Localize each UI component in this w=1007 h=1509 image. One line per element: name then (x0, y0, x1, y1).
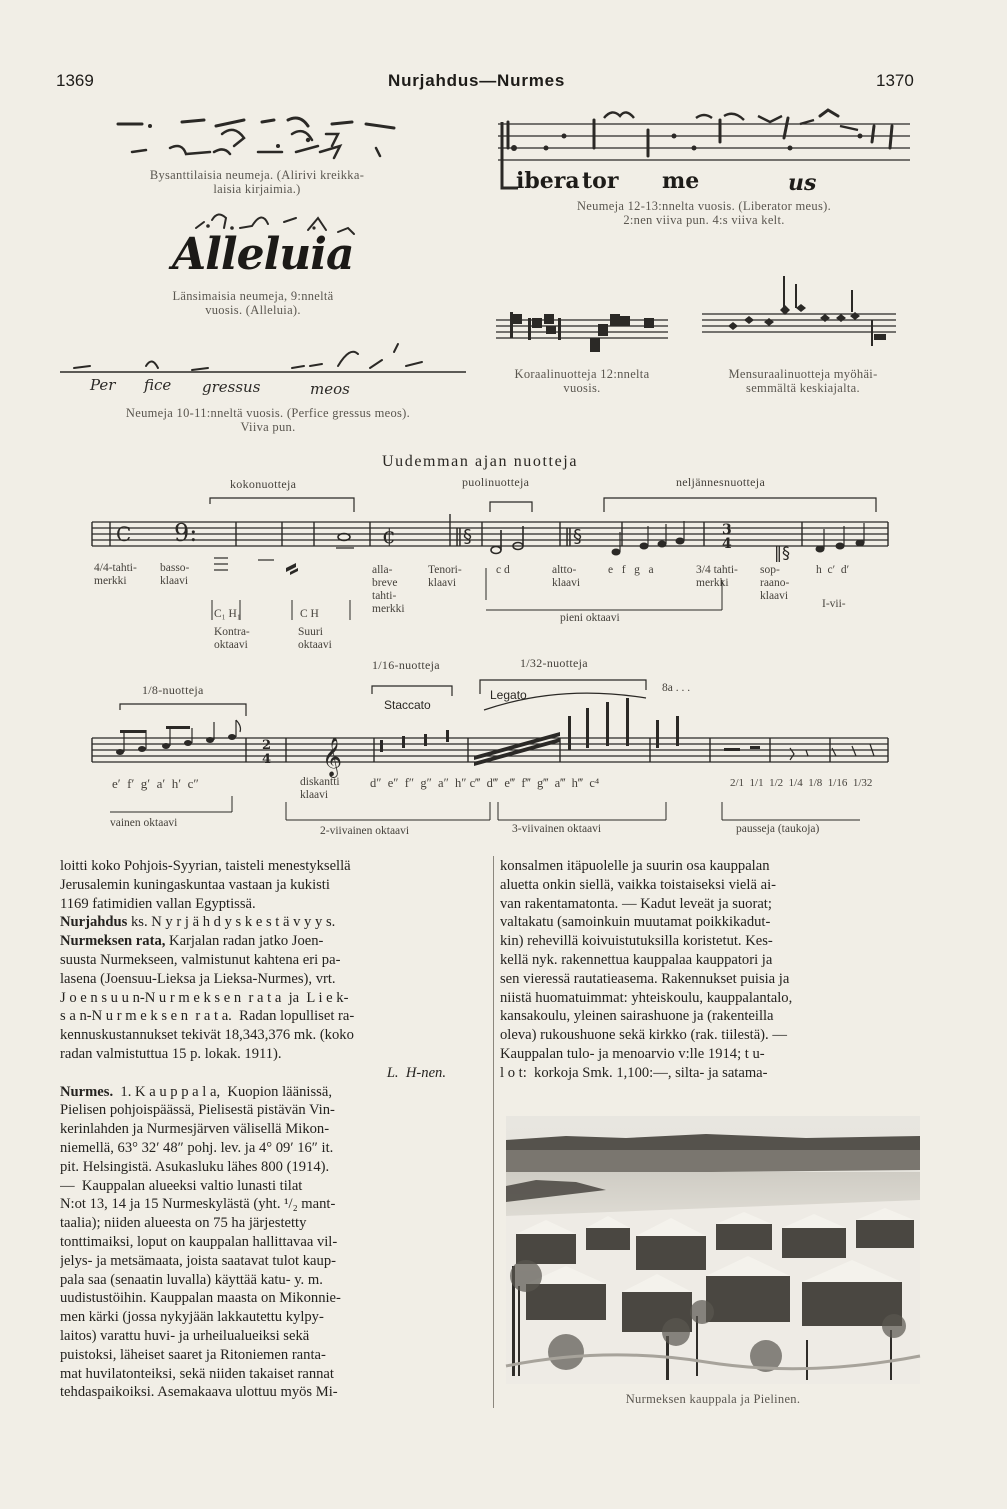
text-segment: niemellä, 63° 32′ 48″ pohj. lev. ja 4° 09′ 16″ it. (60, 1139, 334, 1156)
text-segment: taalia); niiden alueesta on 75 ha järjestetty (60, 1215, 307, 1232)
text-segment: men kärki (jossa nykyjään lakkautettu kylpy- (60, 1309, 324, 1326)
perfice-neumes-figure (60, 340, 470, 400)
text-line: l o t: korkoja Smk. 1,100:—, silta- ja satama- (500, 1064, 768, 1081)
text-segment: lasena (Joensuu-Lieksa ja Lieksa-Nurmes), vrt. (60, 970, 336, 987)
group-label-eighth: 1/8-nuotteja (142, 683, 204, 697)
label-vii: I-vii- (822, 598, 846, 610)
text-segment: puistoksi, läheiset saaret ja Ritoniemen ranta- (60, 1346, 326, 1363)
caption-line: vuosis. (Alleluia). (205, 303, 301, 317)
text-line (60, 1271, 486, 1290)
staccato-label: Staccato (384, 698, 431, 712)
text-line (60, 1007, 486, 1026)
page-number-left: 1369 (56, 71, 94, 90)
text-segment: 1. K a u p p a l a, Kuopion läänissä, (113, 1083, 332, 1100)
label-line: Kontra- (214, 626, 250, 638)
svg-text:4: 4 (722, 536, 732, 552)
svg-text:fice: fice (144, 376, 172, 394)
byzantine-neumes-caption (82, 168, 432, 196)
text-line (60, 1177, 486, 1196)
text-line (60, 1120, 486, 1139)
text-line (60, 1383, 486, 1402)
text-line (60, 1308, 486, 1327)
label-hcd: h c′ d′ (816, 564, 850, 576)
text-segment: J o e n s u u n-N u r m e k s e n r a t a ja L i e k- (60, 989, 349, 1006)
label-line: merkki (94, 575, 127, 587)
text-line: sen vieressä rautatieasema. Rakennukset puisia ja (500, 970, 790, 987)
text-segment: tonttimaiksi, loput on kauppalan hallittavaa vil- (60, 1233, 338, 1250)
label-line: 3/4 tahti- (696, 564, 738, 576)
modern-notes-title: Uudemman ajan nuotteja (382, 453, 579, 470)
label-vainen-oktaavi: vainen oktaavi (110, 817, 178, 829)
label-line: klaavi (760, 590, 789, 602)
text-segment: tehdaspaikoiksi. Asemakaava ulottuu myös Mi- (60, 1384, 338, 1401)
text-segment: mat huvilatonteiksi, sekä niiden takaiset rannat (60, 1365, 334, 1382)
text-line: Kauppalan tulo- ja menoarvio v:lle 1914; t u- (500, 1045, 765, 1062)
text-line (60, 1346, 486, 1365)
label-line: klaavi (428, 577, 457, 589)
label-line: klaavi (300, 789, 329, 801)
town-photo (506, 1116, 920, 1384)
text-line: kansakoulu, yleinen sairashuone ja (rakenteilla (500, 1008, 774, 1025)
svg-text:C: C (116, 522, 132, 546)
page-number-right: 1370 (876, 71, 914, 90)
svg-text:‖§: ‖§ (774, 543, 790, 562)
label-line: oktaavi (214, 639, 248, 651)
text-line (60, 989, 486, 1008)
text-line (60, 1365, 486, 1384)
liberator-neumes-caption (494, 199, 914, 227)
text-line: kellä nyk. rakennettua kauppalaa kauppatori ja (500, 951, 773, 968)
text-segment: Karjalan radan jatko Joen- (165, 933, 324, 950)
svg-text:𝄞: 𝄞 (322, 737, 343, 777)
svg-text:3: 3 (722, 522, 732, 538)
group-label-whole: kokonuotteja (230, 477, 297, 491)
text-segment: Jerusalemin kuningaskuntaa vastaan ja kukisti (60, 876, 330, 893)
text-line (60, 876, 486, 895)
text-line: aluetta onkin siellä, vaikka toistaiseksi vielä ai- (500, 876, 776, 893)
caption-line: Koraalinuotteja 12:nnelta (514, 367, 650, 381)
group-label-sixteenth: 1/16-nuotteja (372, 658, 440, 672)
label-line: Tenori- (428, 564, 462, 576)
text-line (60, 1158, 486, 1177)
alleluia-word: Alleluia (172, 229, 354, 280)
text-segment: pala saa (senaatin luvalla) käyttää katu- y. m. (60, 1271, 323, 1288)
caption-line: Viiva pun. (240, 420, 296, 434)
liberator-neumes-figure (494, 108, 914, 198)
label-line: raano- (760, 577, 790, 589)
running-title: Nurjahdus—Nurmes (388, 71, 566, 90)
text-line (60, 932, 486, 951)
caption-line: Mensuraalinuotteja myöhäi- (728, 367, 878, 381)
text-line: kin) rehevillä koivuistutuksilla koristetut. Kes- (500, 933, 773, 950)
text-line (60, 1233, 486, 1252)
svg-text:4: 4 (262, 752, 272, 767)
text-line (60, 895, 486, 914)
caption-line: laisia kirjaimia.) (213, 182, 301, 196)
text-segment: Nurmeksen rata, (60, 933, 166, 950)
svg-text:9:: 9: (174, 519, 198, 547)
notes-one-line-octave: e′ f′ g′ a′ h′ c″ (112, 776, 199, 791)
caption-line: Bysanttilaisia neumeja. (Alirivi kreikka- (149, 168, 365, 182)
label-line: sop- (760, 564, 780, 576)
text-segment: Nurmes. (60, 1083, 114, 1100)
text-line (60, 1026, 486, 1045)
label-line: merkki (372, 603, 405, 615)
mensuraali-figure (700, 270, 900, 360)
label-line: oktaavi (298, 639, 332, 651)
svg-text:me: me (662, 168, 700, 194)
caption-line: 2:nen viiva pun. 4:s viiva kelt. (623, 213, 785, 227)
label-line: basso- (160, 562, 190, 574)
koraali-figure (494, 292, 670, 360)
caption-line: semmältä keskiajalta. (746, 381, 860, 395)
svg-text:‖§: ‖§ (564, 526, 582, 547)
text-line: niistä huomatuimmat: yhteiskoulu, kauppalantalo, (500, 989, 793, 1006)
label-basso (160, 562, 189, 588)
text-line (60, 1195, 486, 1214)
caption-line: Neumeja 12-13:nnelta vuosis. (Liberator meus). (576, 199, 831, 213)
text-line (60, 1289, 486, 1308)
text-column-right (500, 857, 924, 1083)
label-line: altto- (552, 564, 577, 576)
label-line: merkki (696, 577, 729, 589)
label-line: alla- (372, 564, 393, 576)
text-line (60, 951, 486, 970)
ottava-label: 8a . . . (662, 682, 691, 694)
text-segment: s a n-N u r m e k s e n r a t a. Radan lopulliset ra- (60, 1008, 355, 1025)
text-column-left (60, 857, 486, 1402)
column-divider (493, 856, 494, 1408)
text-line: valtakatu (samoinkuin muutamat poikkikadut- (500, 914, 771, 931)
text-segment: L. H-nen. (386, 1064, 446, 1081)
byzantine-neumes-figure (112, 112, 402, 172)
text-segment: 1169 fatimidien vallan Egyptissä. (60, 895, 256, 912)
text-segment: pit. Helsingistä. Asukasluku lähes 800 (1914). (60, 1158, 330, 1175)
text-segment: kerinlahden ja Nurmesjärven välisellä Mikon- (60, 1121, 330, 1138)
text-line (60, 1327, 486, 1346)
notes-two-three-line: d″ e″ f″ g″ a″ h″ c‴ d‴ e‴ f‴ g‴ a‴ h‴ c⁴ (370, 776, 600, 790)
text-line (60, 1083, 486, 1102)
label-line: breve (372, 577, 398, 589)
text-line (60, 1045, 486, 1064)
text-segment: N:ot 13, 14 ja 15 Nurmeskylästä (yht. ¹/₂ mant- (60, 1196, 336, 1213)
text-segment: Nurjahdus (60, 914, 128, 931)
svg-text:us: us (788, 170, 817, 196)
label-44-tahti (94, 562, 137, 588)
svg-text:meos: meos (310, 380, 350, 398)
svg-text:ibera: ibera (516, 168, 580, 194)
row1-brackets (200, 560, 880, 630)
label-line: klaavi (160, 575, 189, 587)
label-ch: C H (300, 608, 319, 620)
svg-text:gressus: gressus (202, 378, 261, 396)
label-3-viivainen: 3-viivainen oktaavi (512, 823, 602, 835)
rest-values: 2/1 1/1 1/2 1/4 1/8 1/16 1/32 (730, 777, 873, 789)
text-segment: kennuskustannukset tekivät 18,343,376 mk. (koko (60, 1027, 354, 1044)
text-segment: suusta Nurmekseen, valmistunut kahtena eri pa- (60, 951, 341, 968)
caption-line: vuosis. (563, 381, 601, 395)
label-efga: e f g a (608, 564, 654, 576)
svg-text:¢: ¢ (382, 524, 396, 549)
text-line: konsalmen itäpuolelle ja suurin osa kauppalan (500, 858, 770, 874)
text-line (60, 857, 486, 876)
text-segment: radan valmistuttua 15 p. lokak. 1911). (60, 1045, 282, 1062)
koraali-caption (484, 367, 680, 395)
svg-text:‖§: ‖§ (454, 526, 472, 547)
svg-text:2: 2 (262, 738, 272, 753)
text-segment: jelys- ja metsämaata, joista saatavat tulot kaup- (60, 1252, 336, 1269)
label-line: klaavi (552, 577, 581, 589)
label-line: 4/4-tahti- (94, 562, 137, 574)
mensuraali-caption (696, 367, 910, 395)
text-segment: loitti koko Pohjois-Syyrian, taisteli menestyksellä (60, 858, 351, 874)
text-line (60, 913, 486, 932)
label-cd: c d (496, 564, 510, 576)
group-label-quarter: neljännesnuotteja (676, 475, 766, 489)
text-segment: Pielisen pohjoispäässä, Pielisestä pistävän Vin- (60, 1102, 335, 1119)
western-neumes-caption (118, 289, 388, 317)
label-c1h1: C₁ H₁ (214, 608, 241, 620)
label-line: tahti- (372, 590, 397, 602)
legato-label: Legato (490, 688, 527, 702)
text-line: oleva) rukoushuone sekä kirkko (rak. tiilestä). — (500, 1027, 787, 1044)
svg-text:Per: Per (90, 376, 116, 394)
label-pausseja: pausseja (taukoja) (736, 823, 820, 835)
text-line: van rakentamatonta. — Kadut leveät ja suorat; (500, 895, 772, 912)
label-line: diskantti (300, 776, 340, 788)
text-line (60, 1252, 486, 1271)
label-pieni-oktaavi: pieni oktaavi (560, 612, 620, 624)
text-segment: ks. N y r j ä h d y s k e s t ä v y y s. (127, 914, 336, 931)
group-label-thirtysecond: 1/32-nuotteja (520, 656, 588, 670)
perfice-neumes-caption (78, 406, 458, 434)
text-line (60, 1139, 486, 1158)
caption-line: Länsimaisia neumeja, 9:nneltä (172, 289, 334, 303)
text-segment: — Kauppalan alueeksi valtio lunasti tilat (60, 1177, 303, 1194)
text-segment: uudistustöihin. Kauppalan maasta on Mikonnie- (60, 1290, 341, 1307)
text-line (60, 1064, 486, 1083)
text-line (60, 970, 486, 989)
text-line (60, 1214, 486, 1233)
group-label-half: puolinuotteja (462, 475, 530, 489)
caption-line: Neumeja 10-11:nneltä vuosis. (Perfice gressus meos). (125, 406, 411, 420)
svg-text:tor: tor (582, 168, 619, 194)
text-line (60, 1101, 486, 1120)
text-segment: laitos) varattu huvi- ja urheilualueiksi sekä (60, 1327, 310, 1344)
photo-caption: Nurmeksen kauppala ja Pielinen. (625, 1392, 801, 1406)
label-2-viivainen: 2-viivainen oktaavi (320, 825, 410, 837)
row2-brackets (100, 790, 880, 826)
label-line: Suuri (298, 626, 323, 638)
